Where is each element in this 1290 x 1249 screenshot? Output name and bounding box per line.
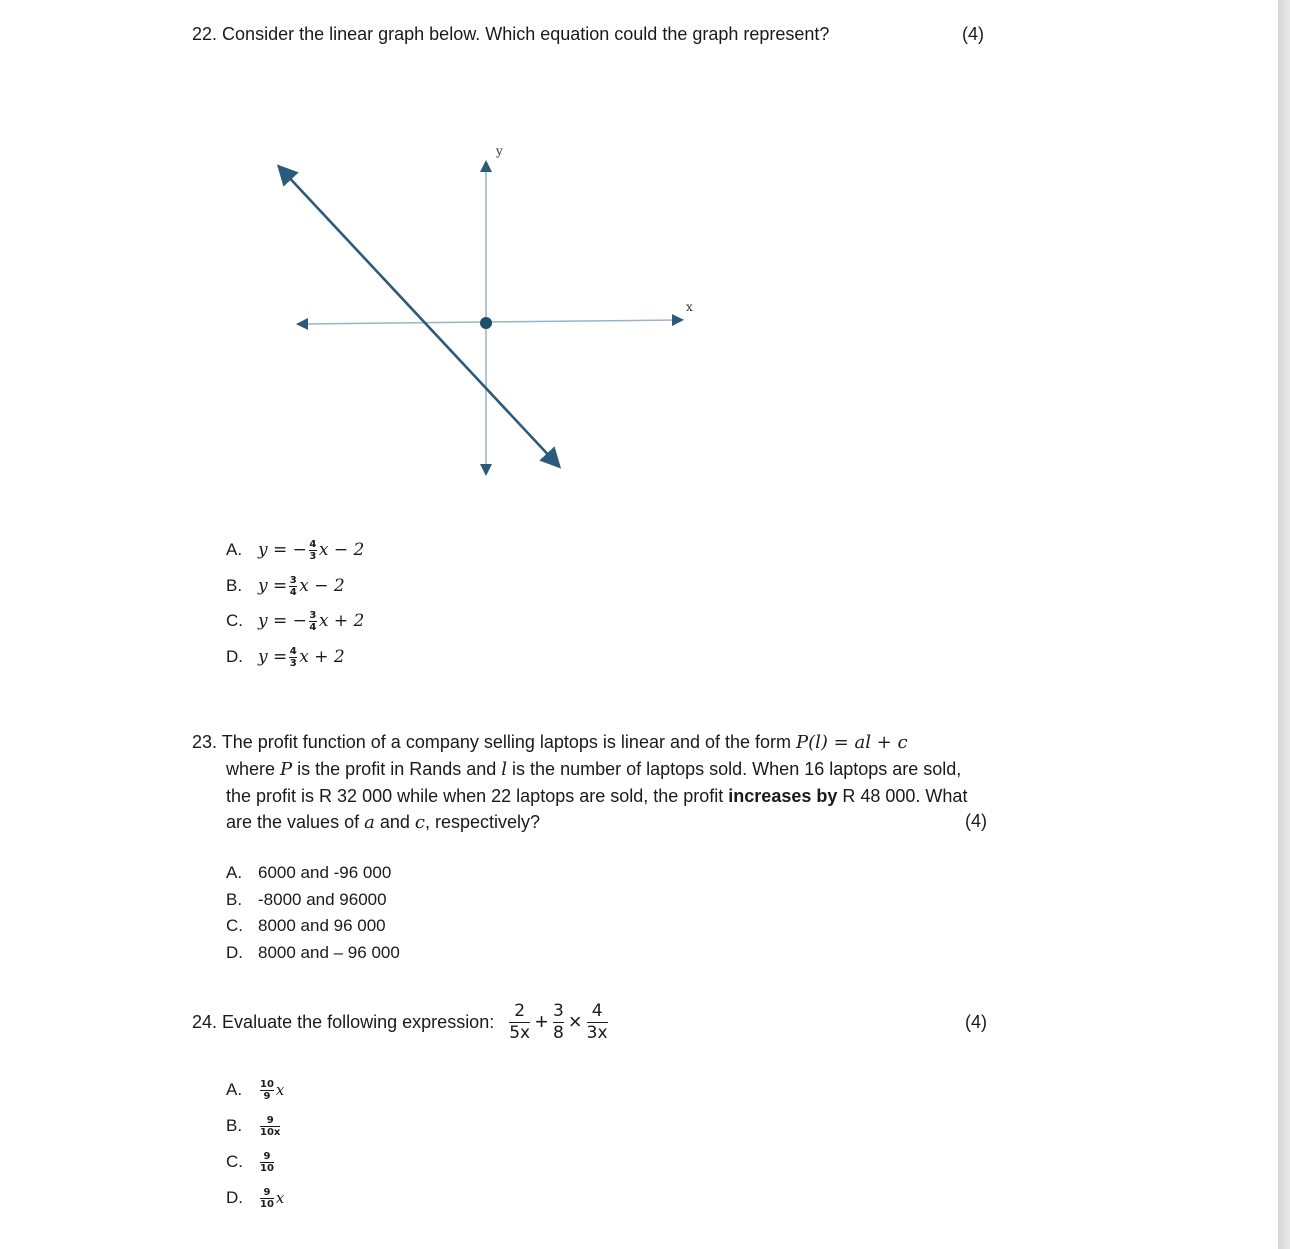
q23-option-c[interactable]: C. 8000 and 96 000 [226,916,386,935]
q22-number: 22. [192,24,218,44]
q23-number: 23. [192,732,218,752]
q24-number: 24. [192,1012,218,1032]
q24-text: Evaluate the following expression: [222,1012,495,1032]
q23-line-3: the profit is R 32 000 while when 22 laptops are sold, the profit increases by R 48 000. What [226,786,968,806]
fraction: $\frac{3}{4}$ [309,609,317,633]
q23-question [192,729,992,836]
fraction: $\frac{4}{3}$ [289,645,297,669]
y-axis-label: y [496,144,503,158]
q22-option-d[interactable]: D. y = $\frac{4}{3}$ x + 2 [226,645,345,669]
q23-marks: (4) [965,811,987,831]
fraction: $\frac{3}{4}$ [289,574,297,598]
fraction: 4 3x [586,1000,608,1043]
q23-line-4: are the values of a and c, respectively? [226,812,541,833]
q24-marks: (4) [965,1012,987,1032]
q24-option-b[interactable]: B. $\frac{9}{10x}$ [226,1114,281,1138]
q24-expression: 2 5x + 3 8 × 4 3x [509,1000,608,1043]
fraction: 3 8 [552,1000,564,1043]
profit-function: P(l) = al + c [796,732,908,753]
fraction: $\frac{9}{10}$ [260,1150,274,1174]
q22-text: Consider the linear graph below. Which equation could the graph represent? [222,24,830,44]
graph-line [284,172,554,461]
q23-option-d[interactable]: D. 8000 and – 96 000 [226,943,400,962]
fraction: $\frac{10}{9}$ [260,1078,274,1102]
q24-option-c[interactable]: C. $\frac{9}{10}$ [226,1150,274,1174]
q24-question [192,992,611,1052]
x-axis-label: x [686,300,693,314]
origin-point [480,317,492,329]
q24-option-a[interactable]: A. $\frac{10}{9}$ x [226,1078,285,1102]
fraction: 2 5x [509,1000,531,1043]
q22-option-a[interactable]: A. y = − $\frac{4}{3}$ x − 2 [226,538,365,562]
vertical-scrollbar[interactable] [1278,0,1290,1249]
q22-marks: (4) [962,24,984,44]
q22-option-b[interactable]: B. y = $\frac{3}{4}$ x − 2 [226,574,345,598]
q22-linear-graph [270,138,710,478]
fraction: $\frac{9}{10}$ [260,1186,274,1210]
q24-option-d[interactable]: D. $\frac{9}{10}$ x [226,1186,285,1210]
q23-line-1: 23. The profit function of a company selling laptops is linear and of the form P(l) = al + c [192,732,908,753]
q22-option-c[interactable]: C. y = − $\frac{3}{4}$ x + 2 [226,609,365,633]
q23-line-2: where P is the profit in Rands and l is the number of laptops sold. When 16 laptops are sold, [226,759,962,780]
q22-question [192,21,829,47]
fraction: $\frac{9}{10x}$ [260,1114,281,1138]
fraction: $\frac{4}{3}$ [309,538,317,562]
q23-option-b[interactable]: B. -8000 and 96000 [226,890,387,909]
q23-option-a[interactable]: A. 6000 and -96 000 [226,863,392,882]
